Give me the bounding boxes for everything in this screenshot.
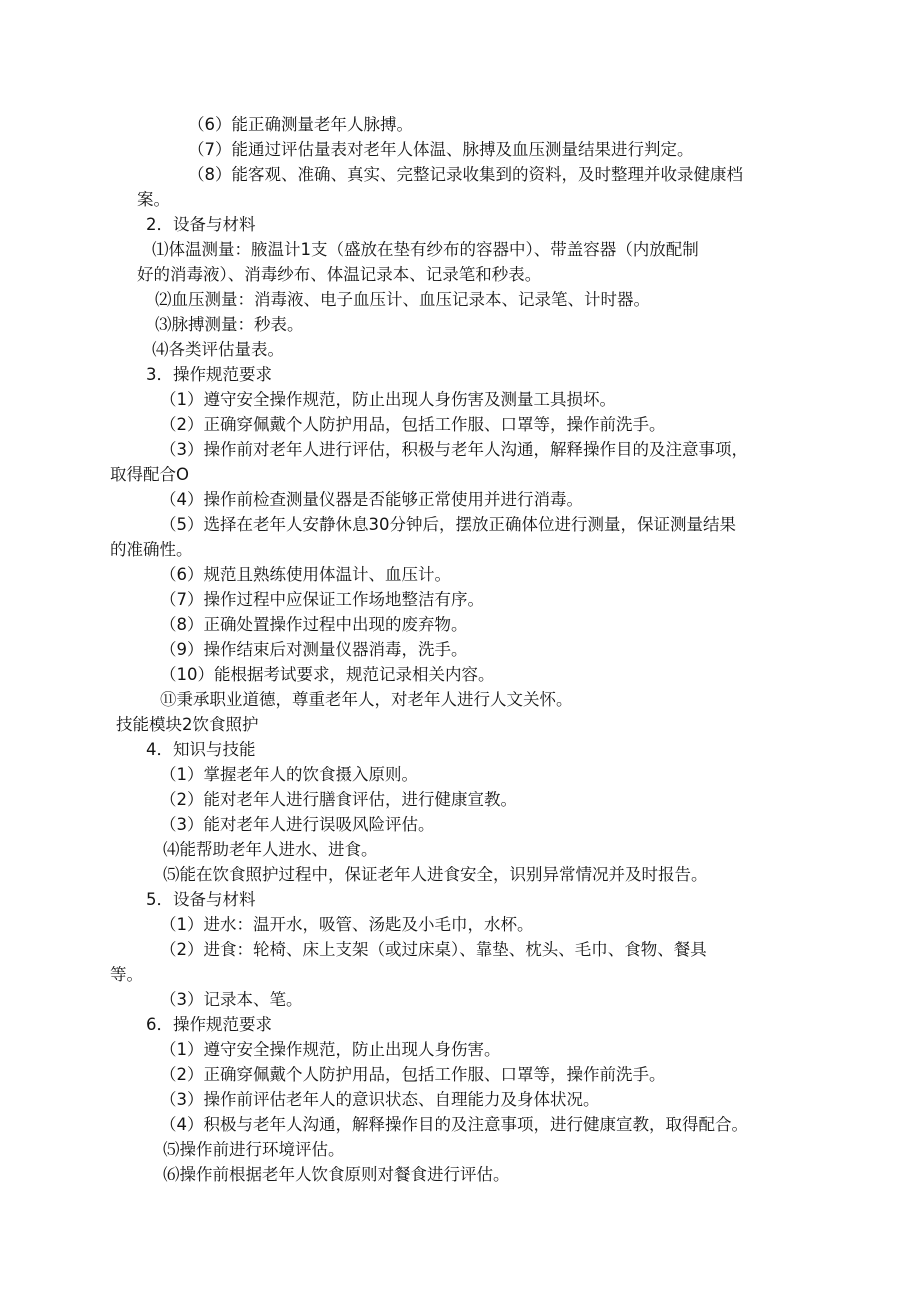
text-line: （5）选择在老年人安静休息30分钟后，摆放正确体位进行测量，保证测量结果 (160, 515, 736, 534)
text-line: ⑹操作前根据老年人饮食原则对餐食进行评估。 (163, 1165, 510, 1184)
text-line: （6）能正确测量老年人脉搏。 (188, 115, 413, 134)
text-line: 等。 (110, 965, 143, 984)
text-line: （2）进食：轮椅、床上支架（或过床桌）、靠垫、枕头、毛巾、食物、餐具 (160, 940, 707, 959)
text-line: ⑸能在饮食照护过程中，保证老年人进食安全，识别异常情况并及时报告。 (163, 865, 708, 884)
section-heading: 6．操作规范要求 (146, 1015, 272, 1034)
module-heading: 技能模块2饮食照护 (116, 715, 259, 734)
text-line: （1）进水：温开水，吸管、汤匙及小毛巾，水杯。 (160, 915, 534, 934)
text-line: （9）操作结束后对测量仪器消毒，洗手。 (160, 640, 468, 659)
section-heading: 2．设备与材料 (146, 215, 256, 234)
text-line: ⑵血压测量：消毒液、电子血压计、血压记录本、记录笔、计时器。 (155, 290, 650, 309)
text-line: 好的消毒液）、消毒纱布、体温记录本、记录笔和秒表。 (137, 265, 542, 284)
text-line: （10）能根据考试要求，规范记录相关内容。 (160, 665, 495, 684)
text-line: （2）正确穿佩戴个人防护用品，包括工作服、口罩等，操作前洗手。 (160, 1065, 666, 1084)
text-line: （3）记录本、笔。 (160, 990, 303, 1009)
text-line: ⑷各类评估量表。 (152, 340, 284, 359)
text-line: 案。 (137, 190, 170, 209)
text-line: ⑪秉承职业道德，尊重老年人，对老年人进行人文关怀。 (160, 690, 573, 709)
text-line: （3）操作前评估老年人的意识状态、自理能力及身体状况。 (160, 1090, 600, 1109)
text-line: （7）能通过评估量表对老年人体温、脉搏及血压测量结果进行判定。 (188, 140, 694, 159)
text-line: （7）操作过程中应保证工作场地整洁有序。 (160, 590, 484, 609)
text-line: （6）规范且熟练使用体温计、血压计。 (160, 565, 451, 584)
text-line: （8）能客观、准确、真实、完整记录收集到的资料，及时整理并收录健康档 (188, 165, 743, 184)
section-heading: 3．操作规范要求 (146, 365, 272, 384)
text-line: （4）操作前检查测量仪器是否能够正常使用并进行消毒。 (160, 490, 583, 509)
text-line: ⑶脉搏测量：秒表。 (155, 315, 304, 334)
text-line: ⑷能帮助老年人进水、进食。 (163, 840, 378, 859)
text-line: （1）遵守安全操作规范，防止出现人身伤害及测量工具损坏。 (160, 390, 616, 409)
section-heading: 5．设备与材料 (146, 890, 256, 909)
text-line: 的准确性。 (110, 540, 193, 559)
text-line: ⑸操作前进行环境评估。 (163, 1140, 345, 1159)
text-line: （3）操作前对老年人进行评估，积极与老年人沟通，解释操作目的及注意事项， (160, 440, 748, 459)
text-line: （2）正确穿佩戴个人防护用品，包括工作服、口罩等，操作前洗手。 (160, 415, 666, 434)
text-line: 取得配合O (110, 465, 189, 484)
text-line: （8）正确处置操作过程中出现的废弃物。 (160, 615, 468, 634)
text-line: （1）掌握老年人的饮食摄入原则。 (160, 765, 418, 784)
section-heading: 4．知识与技能 (146, 740, 256, 759)
text-line: ⑴体温测量：腋温计1支（盛放在垫有纱布的容器中）、带盖容器（内放配制 (152, 240, 699, 259)
text-line: （4）积极与老年人沟通，解释操作目的及注意事项，进行健康宣教，取得配合。 (160, 1115, 748, 1134)
text-line: （3）能对老年人进行误吸风险评估。 (160, 815, 435, 834)
text-line: （1）遵守安全操作规范，防止出现人身伤害。 (160, 1040, 501, 1059)
text-line: （2）能对老年人进行膳食评估，进行健康宣教。 (160, 790, 517, 809)
